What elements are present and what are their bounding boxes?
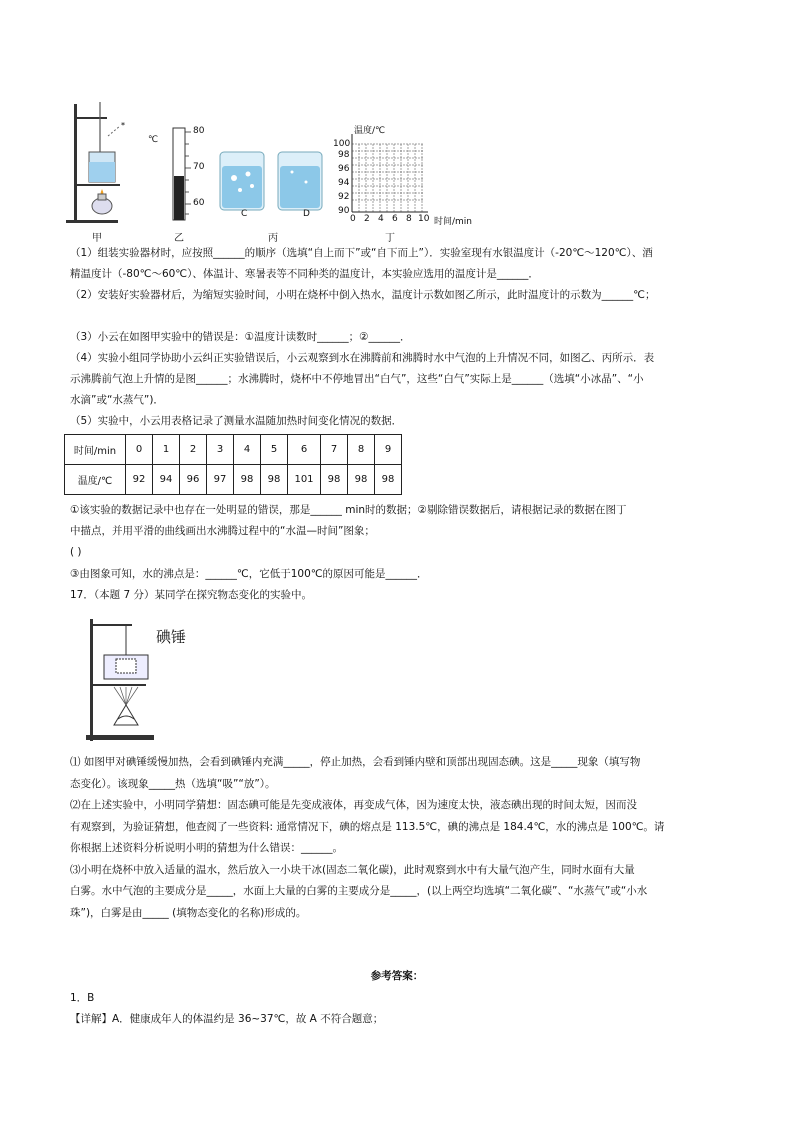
answer-1-detail: 【详解】A．健康成年人的体温约是 36~37℃，故 A 不符合题意； <box>70 1013 384 1025</box>
q17-p3-line1: ⑶小明在烧杯中放入适量的温水，然后放入一小块干冰(固态二氧化碳)，此时观察到水中有大量气泡产生，同时水面有大量 <box>70 864 635 876</box>
table-cell: 3 <box>207 435 234 465</box>
table-header-time: 时间/min <box>65 435 126 465</box>
table-cell: 92 <box>126 465 153 495</box>
q17-p2-line3: 你根据上述资料分析说明小明的猜想为什么错误：______。 <box>70 842 343 854</box>
graph-xtick: 6 <box>392 214 398 224</box>
q17-p1-line1: ⑴ 如图甲对碘锤缓慢加热，会看到碘锤内充满_____，停止加热，会看到锤内壁和顶部出现固态碘。这是_____现象（填写物 <box>70 756 641 768</box>
caption-bing: 丙 <box>268 233 278 244</box>
q17-p2-line2: 有观察到，为验证猜想，他查阅了一些资料: 通常情况下，碘的熔点是 113.5℃，碘的沸点是 184.4℃，水的沸点是 100℃。请 <box>70 821 665 833</box>
beaker-c <box>220 152 264 210</box>
table-cell: 96 <box>180 465 207 495</box>
beaker-label-d: D <box>303 209 310 219</box>
caption-jia: 甲 <box>92 233 102 244</box>
q16-line-2: 精温度计（-80℃～60℃）、体温计、寒暑表等不同种类的温度计，本实验应选用的温度计是______． <box>70 268 539 280</box>
table-cell: 7 <box>321 435 348 465</box>
thermometer-yi <box>173 128 191 220</box>
table-cell: 98 <box>375 465 402 495</box>
stand-apparatus-jia <box>66 102 125 223</box>
answer-1: 1．B <box>70 992 95 1004</box>
q16-line-11: ( ) <box>70 546 82 558</box>
table-cell: 0 <box>126 435 153 465</box>
iodine-hammer-label: 碘锤 <box>156 628 187 646</box>
table-row <box>65 465 402 495</box>
graph-ytick: 98 <box>338 150 350 160</box>
table-row <box>65 435 402 465</box>
graph-ytick: 92 <box>338 192 350 202</box>
thermometer-unit: ℃ <box>148 135 159 145</box>
q17-title: 17．（本题 7 分）某同学在探究物态变化的实验中。 <box>70 589 312 601</box>
table-cell: 101 <box>288 465 321 495</box>
table-header-temp: 温度/℃ <box>65 465 126 495</box>
q17-p1-line2: 态变化）。该现象_____热（选填“吸”“放”）。 <box>70 778 276 790</box>
answers-title: 参考答案： <box>370 970 424 982</box>
table-cell: 6 <box>288 435 321 465</box>
table-cell: 9 <box>375 435 402 465</box>
graph-xtick: 4 <box>378 214 384 224</box>
table-cell: 4 <box>234 435 261 465</box>
q16-line-1: （1）组装实验器材时，应按照______的顺序（选填“自上而下”或“自下而上”）．实验室现有水银温度计（-20℃～120℃）、酒 <box>70 247 653 259</box>
q16-line-5: （4）实验小组同学协助小云纠正实验错误后，小云观察到水在沸腾前和沸腾时水中气泡的上升情况不同，如图乙、丙所示．表 <box>70 352 655 364</box>
table-cell: 94 <box>153 465 180 495</box>
table-cell: 5 <box>261 435 288 465</box>
thermometer-tick-70: 70 <box>193 162 205 172</box>
q16-line-8: （5）实验中，小云用表格记录了测量水温随加热时间变化情况的数据． <box>70 415 403 427</box>
q17-p3-line2: 白雾。水中气泡的主要成分是_____，水面上大量的白雾的主要成分是_____，(以上两空均选填“二氧化碳”、“水蒸气”或“小水 <box>70 885 648 897</box>
q16-line-4: （3）小云在如图甲实验中的错误是：①温度计读数时______；②______． <box>70 331 411 343</box>
q17-p3-line3: 珠”)，白雾是由_____ (填物态变化的名称)形成的。 <box>70 907 307 919</box>
data-table <box>64 434 402 495</box>
graph-ytick: 96 <box>338 164 350 174</box>
beaker-d <box>278 152 322 210</box>
caption-ding: 丁 <box>385 233 395 244</box>
table-cell: 98 <box>348 465 375 495</box>
svg-text:*: * <box>121 121 125 130</box>
graph-xtick: 8 <box>406 214 412 224</box>
graph-ytick: 100 <box>333 139 351 149</box>
graph-xlabel: 时间/min <box>434 217 473 227</box>
table-cell: 98 <box>261 465 288 495</box>
graph-ytick: 94 <box>338 178 350 188</box>
q16-line-7: 水滴”或“水蒸气”)． <box>70 394 164 406</box>
q16-line-12: ③由图象可知，水的沸点是：______℃，它低于100℃的原因可能是______． <box>70 568 428 580</box>
table-cell: 2 <box>180 435 207 465</box>
beaker-label-c: C <box>241 209 248 219</box>
table-cell: 98 <box>321 465 348 495</box>
table-cell: 98 <box>234 465 261 495</box>
caption-yi: 乙 <box>174 233 184 244</box>
q16-line-10: 中描点，并用平滑的曲线画出水沸腾过程中的“水温—时间”图象； <box>70 525 375 537</box>
table-cell: 8 <box>348 435 375 465</box>
thermometer-tick-60: 60 <box>193 198 205 208</box>
q16-line-3: （2）安装好实验器材后，为缩短实验时间，小明在烧杯中倒入热水，温度计示数如图乙所示，此时温度计的示数为______℃； <box>70 289 656 301</box>
graph-xtick: 0 <box>350 214 356 224</box>
q16-line-9: ①该实验的数据记录中也存在一处明显的错误，那是______ min时的数据；②剔除错误数据后，请根据记录的数据在图丁 <box>70 504 627 516</box>
table-cell: 97 <box>207 465 234 495</box>
graph-xtick: 2 <box>364 214 370 224</box>
graph-ding <box>352 134 428 212</box>
q16-line-6: 示沸腾前气泡上升情的是图______；水沸腾时，烧杯中不停地冒出“白气”，这些“白气”实际上是______（选填“小冰晶”、“小 <box>70 373 644 385</box>
table-cell: 1 <box>153 435 180 465</box>
graph-ytick: 90 <box>338 206 350 216</box>
q17-p2-line1: ⑵在上述实验中，小明同学猜想：固态碘可能是先变成液体，再变成气体，因为速度太快，液态碘出现的时间太短，因而没 <box>70 799 637 811</box>
thermometer-tick-80: 80 <box>193 126 205 136</box>
graph-xtick: 10 <box>418 214 430 224</box>
graph-ylabel: 温度/℃ <box>354 126 386 136</box>
